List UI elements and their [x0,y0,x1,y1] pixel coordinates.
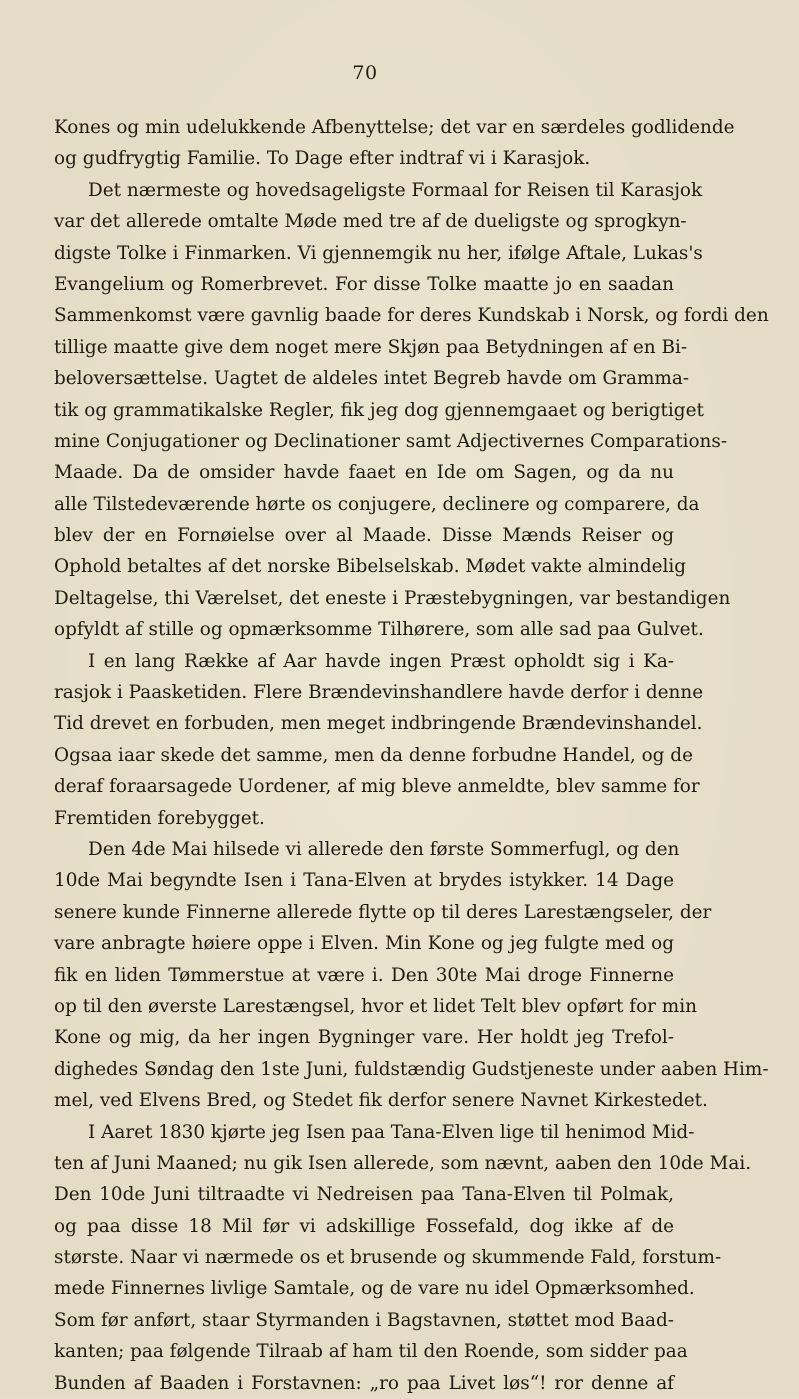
text-line: dighedes Søndag den 1ste Juni, fuldstændig Gudstjeneste under aaben Him- [54,1058,769,1080]
text-line: Kone og mig, da her ingen Bygninger vare. Her holdt jeg Trefol- [54,1027,674,1049]
text-line: tik og grammatikalske Regler, fik jeg dog gjennemgaaet og berigtiget [54,399,704,421]
text-line: rasjok i Paasketiden. Flere Brændevinshandlere havde derfor i denne [54,682,704,704]
text-line: og paa disse 18 Mil før vi adskillige Fossefald, dog ikke af de [54,1215,674,1237]
text-line: Deltagelse, thi Værelset, det eneste i Præstebygningen, var bestandigen [54,587,731,609]
text-line: 10de Mai begyndte Isen i Tana-Elven at brydes istykker. 14 Dage [54,870,674,892]
text-line: deraf foraarsagede Uordener, af mig bleve anmeldte, blev samme for [54,776,700,798]
text-line: Ogsaa iaar skede det samme, men da denne forbudne Handel, og de [54,744,693,766]
text-line: var det allerede omtalte Møde med tre af de dueligste og sprogkyn- [54,211,687,233]
text-line: senere kunde Finnerne allerede flytte op til deres Larestængseler, der [54,901,712,923]
text-line: tillige maatte give dem noget mere Skjøn paa Betydningen af en Bi- [54,336,688,358]
text-line: fik en liden Tømmerstue at være i. Den 30te Mai droge Finnerne [54,964,674,986]
text-line: opfyldt af stille og opmærksomme Tilhørere, som alle sad paa Gulvet. [54,619,704,641]
text-line: blev der en Fornøielse over al Maade. Disse Mænds Reiser og [54,525,674,547]
text-line: I en lang Række af Aar havde ingen Præst opholdt sig i Ka- [88,650,674,672]
text-line: Den 4de Mai hilsede vi allerede den første Sommerfugl, og den [88,838,680,860]
text-line: kanten; paa følgende Tilraab af ham til den Roende, som sidder paa [54,1341,688,1363]
text-line: største. Naar vi nærmede os et brusende og skummende Fald, forstum- [54,1247,722,1269]
text-line: op til den øverste Larestængsel, hvor et lidet Telt blev opført for min [54,995,697,1017]
text-line: digste Tolke i Finmarken. Vi gjennemgik nu her, ifølge Aftale, Lukas's [54,242,703,264]
page-number: 70 [352,62,378,84]
text-line: ten af Juni Maaned; nu gik Isen allerede, som nævnt, aaben den 10de Mai. [54,1152,752,1174]
text-line: Det nærmeste og hovedsageligste Formaal for Reisen til Karasjok [88,179,703,201]
text-line: mede Finnernes livlige Samtale, og de vare nu idel Opmærksomhed. [54,1278,695,1300]
body-text [54,112,769,1399]
text-line: Bunden af Baaden i Forstavnen: „ro paa Livet løs“! ror denne af [54,1372,674,1394]
text-line: Kones og min udelukkende Afbenyttelse; det var en særdeles godlidende [54,117,735,138]
text-line: beloversættelse. Uagtet de aldeles intet Begreb havde om Gramma- [54,368,690,390]
text-line: I Aaret 1830 kjørte jeg Isen paa Tana-Elven lige til henimod Mid- [88,1121,695,1143]
text-line: Den 10de Juni tiltraadte vi Nedreisen paa Tana-Elven til Polmak, [54,1184,674,1206]
text-line: mine Conjugationer og Declinationer samt Adjectivernes Comparations- [54,430,728,452]
text-line: mel, ved Elvens Bred, og Stedet fik derfor senere Navnet Kirkestedet. [54,1090,708,1112]
text-line: Som før anført, staar Styrmanden i Bagstavnen, støttet mod Baad- [54,1309,674,1331]
text-line: Fremtiden forebygget. [54,807,265,829]
text-line: Tid drevet en forbuden, men meget indbringende Brændevinshandel. [54,713,703,735]
text-line: Sammenkomst være gavnlig baade for deres Kundskab i Norsk, og fordi den [54,305,769,327]
text-line: og gudfrygtig Familie. To Dage efter indtraf vi i Karasjok. [54,148,591,170]
text-line: Maade. Da de omsider havde faaet en Ide om Sagen, og da nu [54,462,674,484]
text-line: vare anbragte høiere oppe i Elven. Min Kone og jeg fulgte med og [54,933,674,955]
text-line: alle Tilstedeværende hørte os conjugere, declinere og comparere, da [54,493,700,515]
text-line: Ophold betaltes af det norske Bibelselskab. Mødet vakte almindelig [54,556,687,578]
text-line: Evangelium og Romerbrevet. For disse Tolke maatte jo en saadan [54,273,674,295]
